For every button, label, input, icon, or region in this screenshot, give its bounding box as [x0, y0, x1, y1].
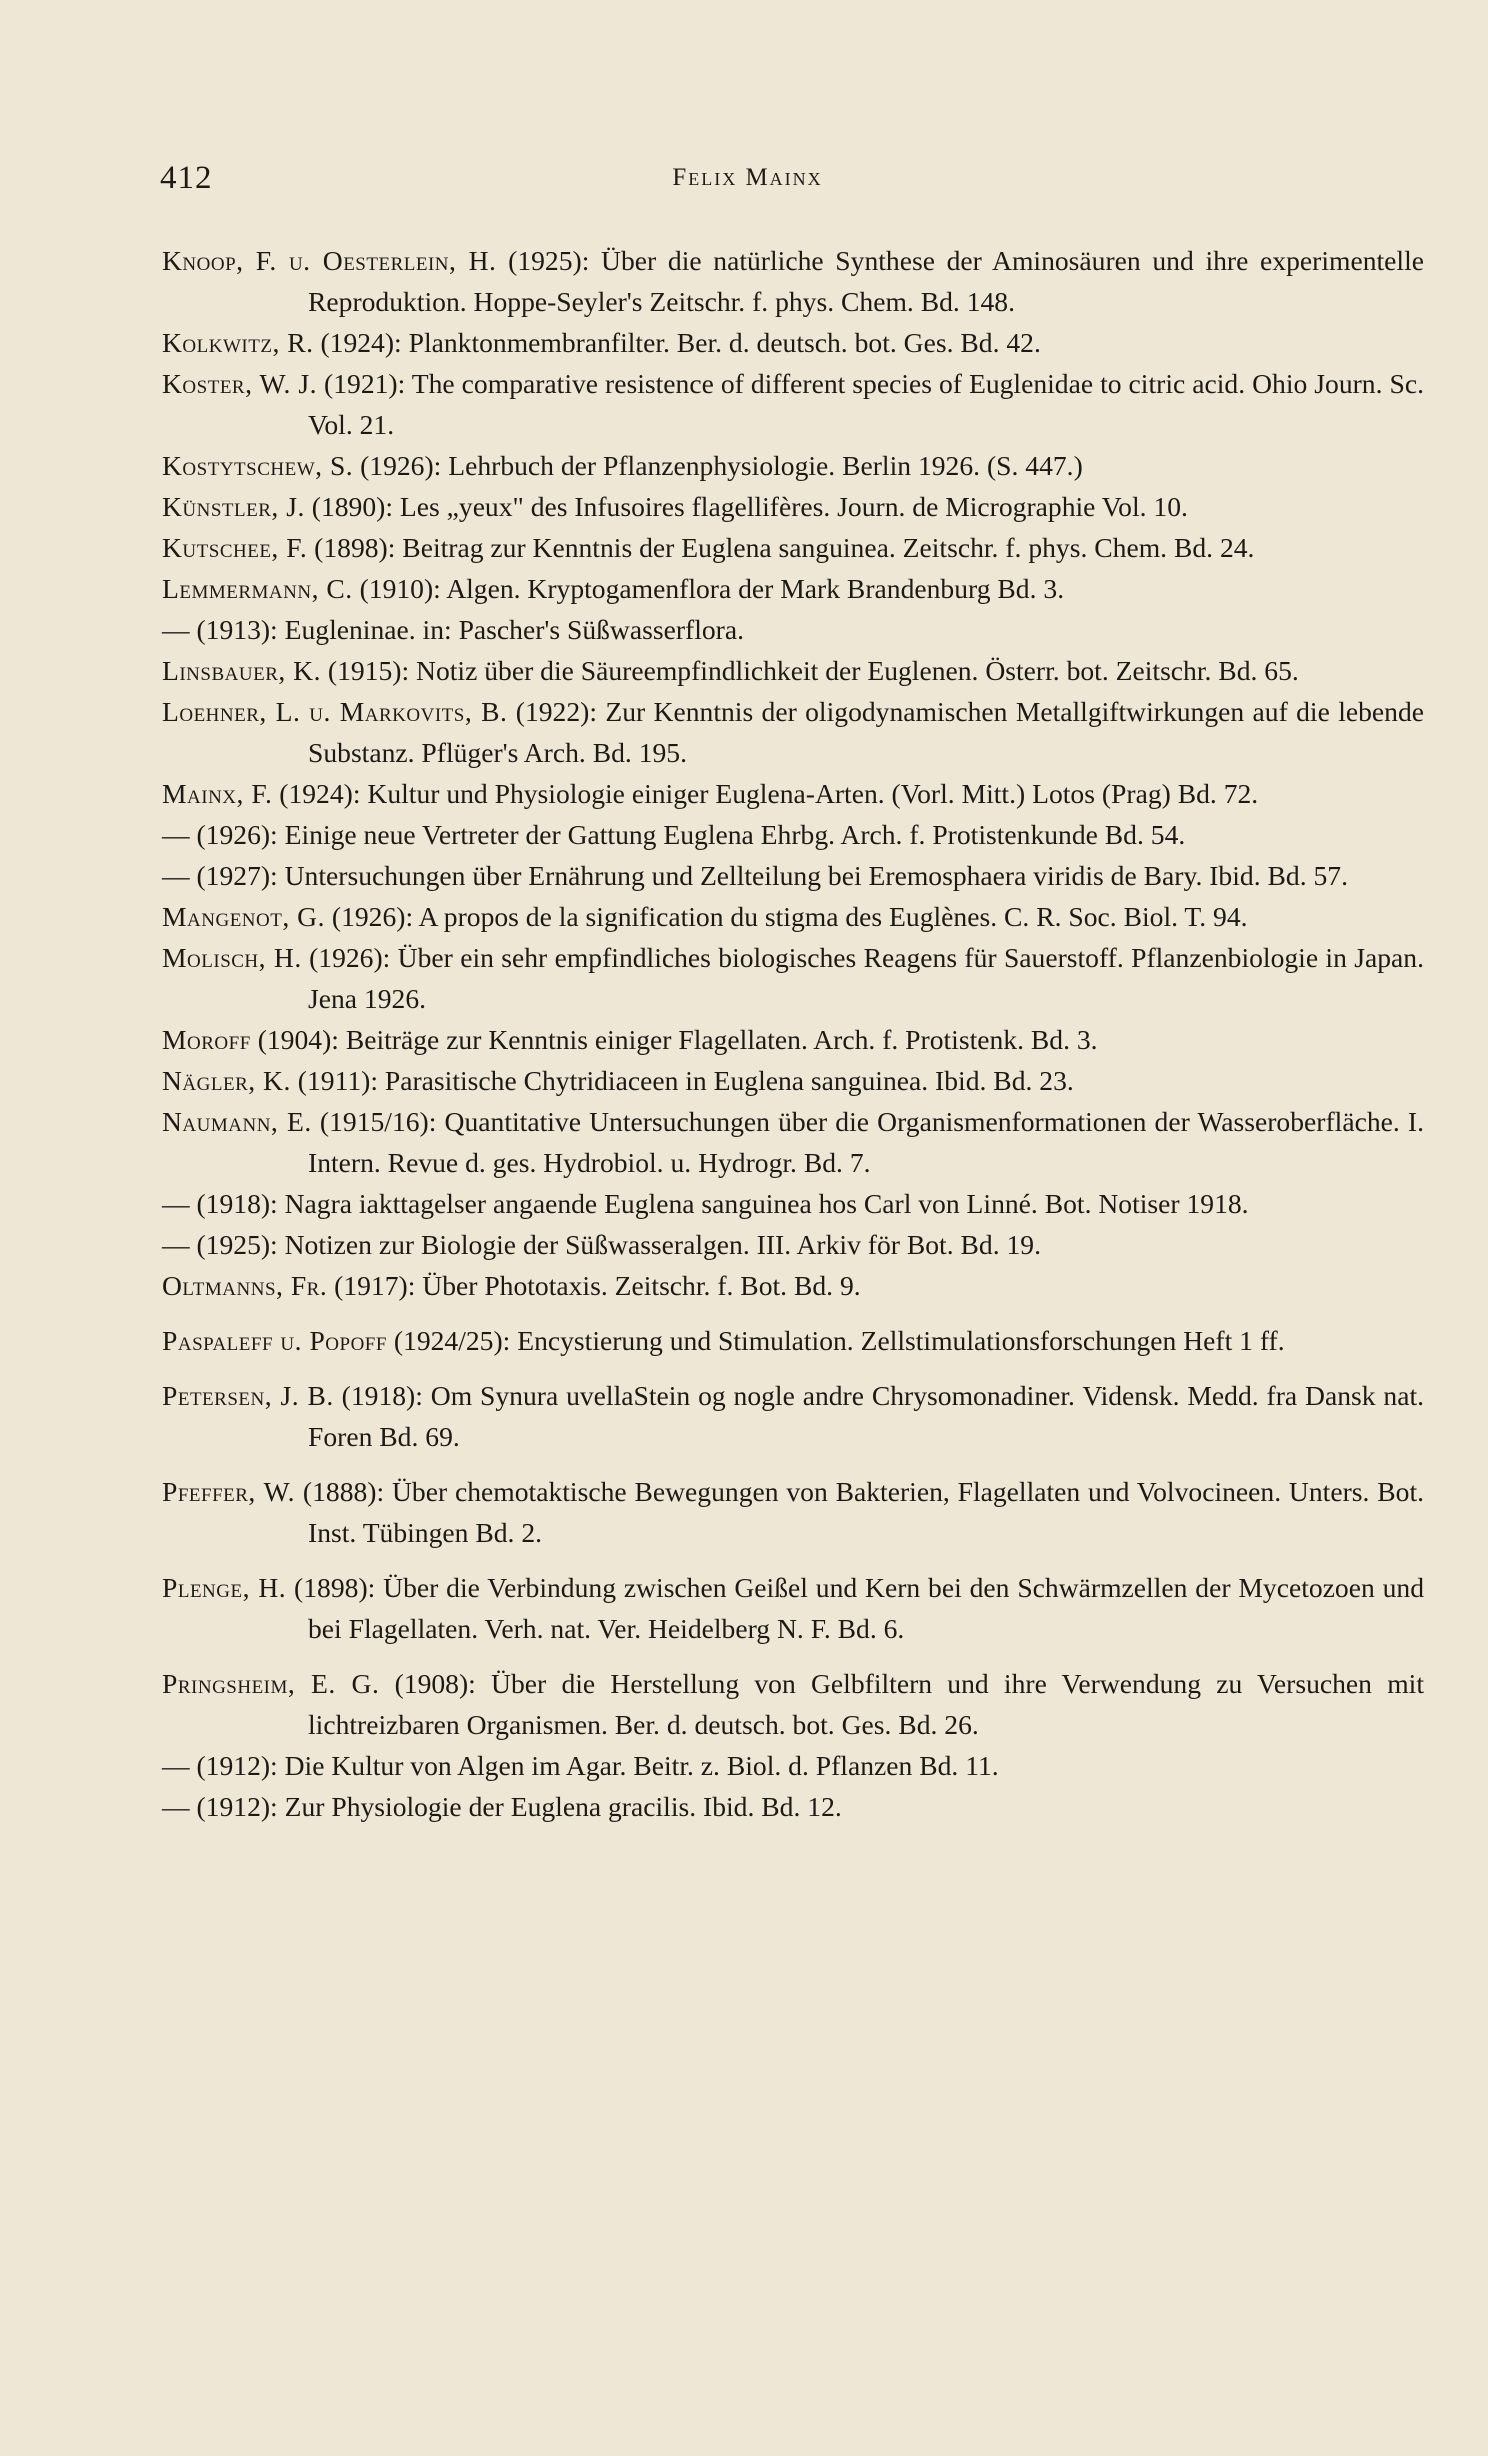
- reference-entry: [162, 609, 1424, 650]
- reference-entry: [162, 1663, 1424, 1745]
- reference-entry: [162, 363, 1424, 445]
- reference-entry: [162, 445, 1424, 486]
- reference-author: Naumann, E.: [162, 1106, 312, 1137]
- reference-entry: [162, 1320, 1424, 1361]
- reference-author: Mainx, F.: [162, 778, 273, 809]
- reference-text: — (1913): Eugleninae. in: Pascher's Süßwasserflora.: [162, 614, 745, 645]
- reference-author: Oltmanns, Fr.: [162, 1270, 328, 1301]
- reference-text: (1926): A propos de la signification du stigma des Euglènes. C. R. Soc. Biol. T. 94.: [324, 901, 1248, 932]
- reference-entry: [162, 1224, 1424, 1265]
- reference-text: (1904): Beiträge zur Kenntnis einiger Flagellaten. Arch. f. Protistenk. Bd. 3.: [250, 1024, 1098, 1055]
- reference-text: (1924): Kultur und Physiologie einiger Euglena-Arten. (Vorl. Mitt.) Lotos (Prag) Bd. 72.: [272, 778, 1259, 809]
- reference-list: [162, 240, 1424, 1827]
- reference-text: — (1918): Nagra iakttagelser angaende Euglena sanguinea hos Carl von Linné. Bot. Notiser 1918.: [162, 1188, 1249, 1219]
- reference-text: (1911): Parasitische Chytridiaceen in Euglena sanguinea. Ibid. Bd. 23.: [290, 1065, 1074, 1096]
- reference-text: (1888): Über chemotaktische Bewegungen von Bakterien, Flagellaten und Volvocineen. Unters. Bot. Inst. Tübingen Bd. 2.: [295, 1476, 1425, 1548]
- reference-text: (1898): Über die Verbindung zwischen Geißel und Kern bei den Schwärmzellen der Mycetozoen und bei Flagellaten. Verh. nat. Ver. Heidelberg N. F. Bd. 6.: [286, 1572, 1424, 1644]
- reference-author: Mangenot, G.: [162, 901, 325, 932]
- reference-text: (1890): Les „yeux" des Infusoires flagellifères. Journ. de Micrographie Vol. 10.: [304, 491, 1188, 522]
- reference-author: Künstler, J.: [162, 491, 305, 522]
- reference-entry: [162, 1183, 1424, 1224]
- reference-entry: [162, 240, 1424, 322]
- page-number: 412: [160, 160, 213, 196]
- reference-text: — (1926): Einige neue Vertreter der Gattung Euglena Ehrbg. Arch. f. Protistenkunde Bd. 54.: [162, 819, 1186, 850]
- reference-text: (1922): Zur Kenntnis der oligodynamischen Metallgiftwirkungen auf die lebende Substanz. Pflüger's Arch. Bd. 195.: [308, 696, 1424, 768]
- reference-text: (1908): Über die Herstellung von Gelbfiltern und ihre Verwendung zu Versuchen mit lichtreizbaren Organismen. Ber. d. deutsch. bot. Ges. Bd. 26.: [308, 1668, 1424, 1740]
- reference-author: Petersen, J. B.: [162, 1380, 334, 1411]
- reference-text: — (1925): Notizen zur Biologie der Süßwasseralgen. III. Arkiv för Bot. Bd. 19.: [162, 1229, 1041, 1260]
- reference-entry: [162, 1567, 1424, 1649]
- reference-entry: [162, 1786, 1424, 1827]
- reference-text: (1915/16): Quantitative Untersuchungen über die Organismenformationen der Wasseroberfläche. I. Intern. Revue d. ges. Hydrobiol. u. Hydrogr. Bd. 7.: [308, 1106, 1425, 1178]
- reference-entry: [162, 937, 1424, 1019]
- reference-text: (1917): Über Phototaxis. Zeitschr. f. Bot. Bd. 9.: [327, 1270, 861, 1301]
- reference-author: Linsbauer, K.: [162, 655, 321, 686]
- reference-text: (1924/25): Encystierung und Stimulation. Zellstimulationsforschungen Heft 1 ff.: [386, 1325, 1285, 1356]
- reference-entry: [162, 1265, 1424, 1306]
- reference-entry: [162, 855, 1424, 896]
- reference-text: (1926): Über ein sehr empfindliches biologisches Reagens für Sauerstoff. Pflanzenbiologie in Japan. Jena 1926.: [301, 942, 1424, 1014]
- reference-entry: [162, 322, 1424, 363]
- reference-text: — (1927): Untersuchungen über Ernährung und Zellteilung bei Eremosphaera viridis de Bary. Ibid. Bd. 57.: [162, 860, 1348, 891]
- reference-entry: [162, 568, 1424, 609]
- reference-entry: [162, 896, 1424, 937]
- reference-author: Kolkwitz, R.: [162, 327, 314, 358]
- reference-text: (1925): Über die natürliche Synthese der Aminosäuren und ihre experimentelle Reproduktion. Hoppe-Seyler's Zeitschr. f. phys. Chem. Bd. 148.: [308, 245, 1424, 317]
- reference-author: Pfeffer, W.: [162, 1476, 296, 1507]
- reference-text: (1915): Notiz über die Säureempfindlichkeit der Euglenen. Österr. bot. Zeitschr. Bd. 65.: [321, 655, 1299, 686]
- running-head: Felix Mainx: [672, 164, 823, 191]
- reference-entry: [162, 650, 1424, 691]
- reference-entry: [162, 773, 1424, 814]
- reference-author: Molisch, H.: [162, 942, 302, 973]
- reference-text: (1910): Algen. Kryptogamenflora der Mark Brandenburg Bd. 3.: [352, 573, 1065, 604]
- reference-author: Pringsheim, E. G.: [162, 1668, 380, 1699]
- reference-text: (1898): Beitrag zur Kenntnis der Euglena sanguinea. Zeitschr. f. phys. Chem. Bd. 24.: [307, 532, 1255, 563]
- reference-author: Moroff: [162, 1024, 251, 1055]
- reference-text: (1921): The comparative resistence of different species of Euglenidae to citric acid. Ohio Journ. Sc. Vol. 21.: [308, 368, 1424, 440]
- reference-entry: [162, 1375, 1424, 1457]
- reference-entry: [162, 486, 1424, 527]
- reference-author: Loehner, L. u. Markovits, B.: [162, 696, 508, 727]
- reference-entry: [162, 1101, 1424, 1183]
- reference-author: Nägler, K.: [162, 1065, 291, 1096]
- reference-entry: [162, 691, 1424, 773]
- reference-author: Knoop, F. u. Oesterlein, H.: [162, 245, 497, 276]
- reference-text: (1926): Lehrbuch der Pflanzenphysiologie. Berlin 1926. (S. 447.): [353, 450, 1083, 481]
- reference-author: Koster, W. J.: [162, 368, 318, 399]
- reference-text: (1924): Planktonmembranfilter. Ber. d. deutsch. bot. Ges. Bd. 42.: [313, 327, 1041, 358]
- reference-text: — (1912): Zur Physiologie der Euglena gracilis. Ibid. Bd. 12.: [162, 1791, 842, 1822]
- reference-entry: [162, 1060, 1424, 1101]
- reference-entry: [162, 527, 1424, 568]
- reference-author: Paspaleff u. Popoff: [162, 1325, 387, 1356]
- reference-entry: [162, 1019, 1424, 1060]
- page-header: [160, 160, 1335, 204]
- reference-author: Kutschee, F.: [162, 532, 308, 563]
- reference-entry: [162, 1471, 1424, 1553]
- reference-entry: [162, 814, 1424, 855]
- reference-author: Kostytschew, S.: [162, 450, 354, 481]
- reference-entry: [162, 1745, 1424, 1786]
- reference-author: Lemmermann, C.: [162, 573, 353, 604]
- reference-author: Plenge, H.: [162, 1572, 287, 1603]
- reference-text: — (1912): Die Kultur von Algen im Agar. Beitr. z. Biol. d. Pflanzen Bd. 11.: [162, 1750, 999, 1781]
- reference-text: (1918): Om Synura uvellaStein og nogle andre Chrysomonadiner. Vidensk. Medd. fra Dansk nat. Foren Bd. 69.: [308, 1380, 1425, 1452]
